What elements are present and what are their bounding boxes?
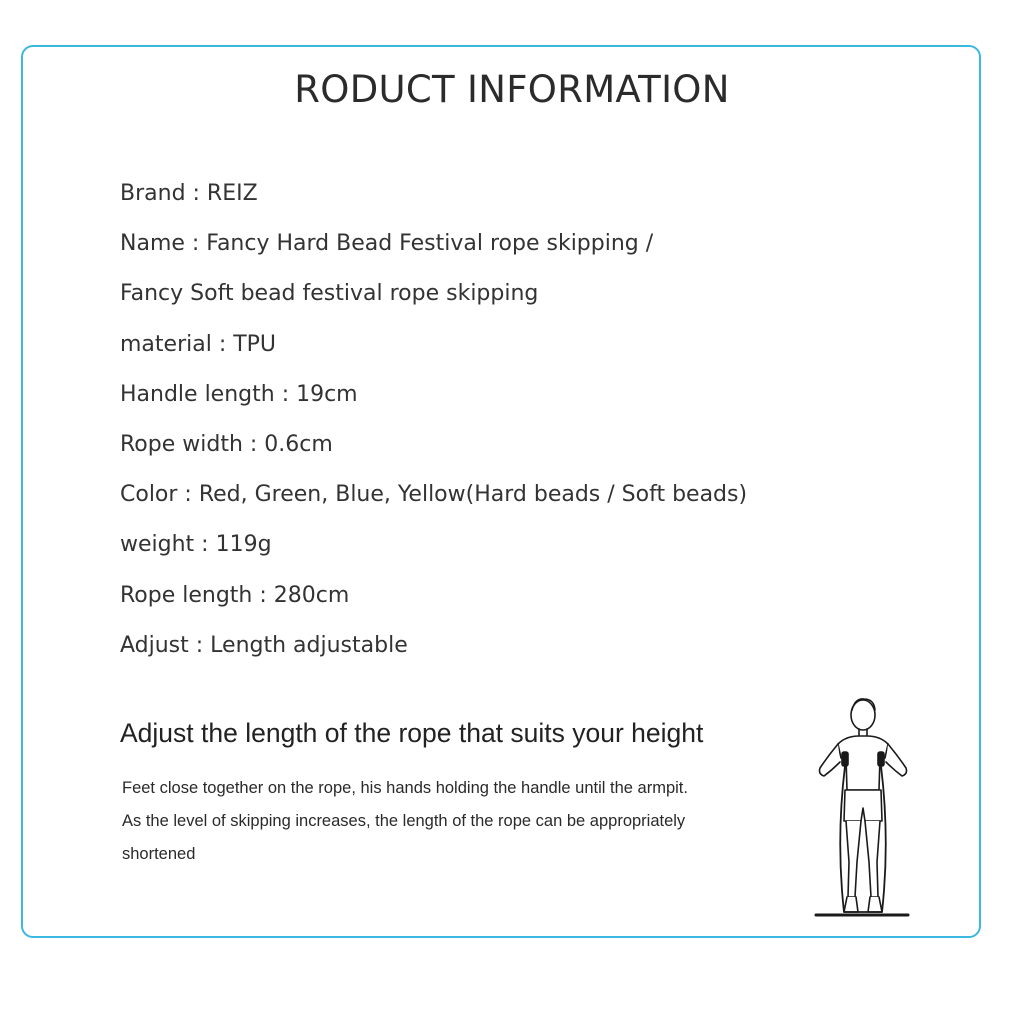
adjust-description xyxy=(122,774,782,873)
spec-name-continued: Fancy Soft bead festival rope skipping xyxy=(120,281,539,307)
spec-weight: weight : 119g xyxy=(120,532,272,558)
spec-list xyxy=(120,175,747,677)
spec-material: material : TPU xyxy=(120,331,277,357)
left-arm xyxy=(820,744,841,776)
right-handle xyxy=(878,752,884,766)
spec-adjust: Adjust : Length adjustable xyxy=(120,632,408,658)
spec-color: Color : Red, Green, Blue, Yellow(Hard beads / Soft beads) xyxy=(120,482,748,508)
left-foot xyxy=(844,897,858,912)
spec-rope-width: Rope width : 0.6cm xyxy=(120,431,333,457)
spec-handle-length: Handle length : 19cm xyxy=(120,381,358,407)
spec-brand: Brand : REIZ xyxy=(120,181,258,206)
adjust-line-1: Feet close together on the rope, his hands holding the handle until the armpit. xyxy=(122,779,688,797)
person-with-jump-rope-illustration xyxy=(808,690,918,925)
spec-name: Name : Fancy Hard Bead Festival rope skipping / xyxy=(120,231,654,257)
right-leg xyxy=(865,821,880,897)
left-leg xyxy=(846,821,861,897)
adjust-line-3: shortened xyxy=(122,845,196,863)
adjust-heading: Adjust the length of the rope that suits your height xyxy=(120,718,704,748)
right-foot xyxy=(868,897,882,912)
spec-rope-length: Rope length : 280cm xyxy=(120,582,350,608)
right-arm xyxy=(886,744,907,776)
shorts xyxy=(844,790,882,821)
left-handle xyxy=(842,752,848,766)
page-title: RODUCT INFORMATION xyxy=(294,68,730,111)
adjust-line-2: As the level of skipping increases, the length of the rope can be appropriately xyxy=(122,812,686,830)
